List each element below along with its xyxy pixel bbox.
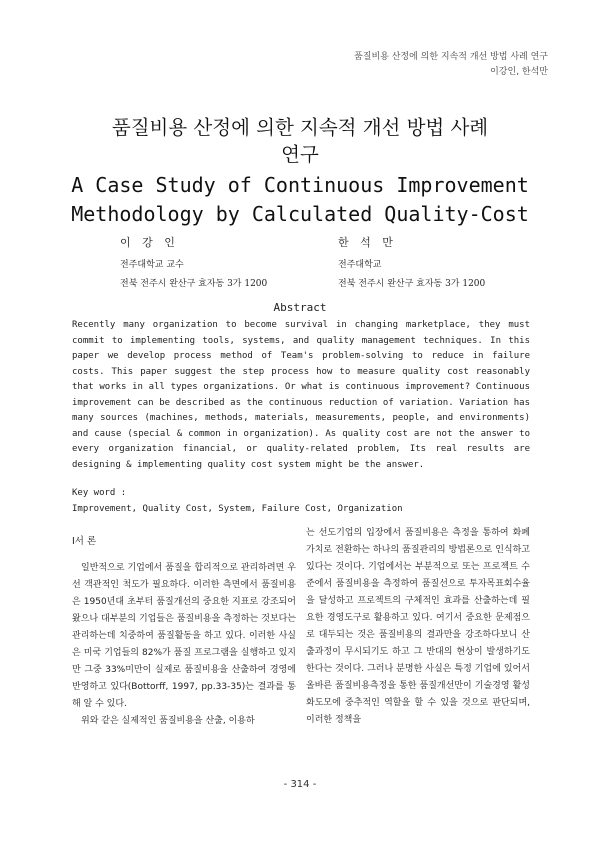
abstract-body: Recently many organization to become survival in changing marketplace, they must commit to implementing tools, systems, and quality management techniques. In this paper we develop process method of Team's problem-solving to reduce in failure costs. This paper suggest the step process how to measure quality cost reasonably that works in all types organizations. Or what is continuous improvement? Continuous improvement can be described as the continuous reduction of variation. Variation has many sources (machines, methods, materials, measurements, people, and environments) and cause (special & common in organization). As quality cost are not the answer to every organization financial, or quality-related problem, Its real results are designing & implementing quality cost system might be the answer.	[72, 320, 530, 470]
section-title: Ⅰ서 론	[72, 536, 97, 547]
english-title-line2: Methodology by Calculated Quality-Cost	[71, 202, 529, 226]
keywords-label: Key word :	[72, 488, 127, 498]
author-block-1	[120, 233, 267, 294]
paragraph: 위와 같은 실제적인 품질비용을 산출, 이용하	[81, 716, 255, 726]
keywords-list: Improvement, Quality Cost, System, Failure Cost, Organization	[72, 504, 403, 514]
abstract-heading: Abstract	[273, 301, 327, 314]
author-name: 한 석 만	[338, 236, 397, 249]
running-header-title: 품질비용 산정에 의한 지속적 개선 방법 사례 연구	[354, 52, 548, 62]
author-block-2	[338, 233, 485, 294]
author-address: 전북 전주시 완산구 효자동 3가 1200	[120, 279, 268, 289]
author-address: 전북 전주시 완산구 효자동 3가 1200	[338, 279, 486, 289]
paragraph: 는 선도기업의 입장에서 품질비용은 측정을 통하여 화폐가치로 전환하는 하나의 품질관리의 방법론으로 인식하고 있다는 것이다. 기업에서는 부분적으로 또는 프로젝트 수준에서 품질비용을 측정하여 품질선으로 투자목표회수율을 달성하고 프로젝트의 구체적인 효과를 산출하는데 필요한 경영도구로 활용하고 있다. 여기서 중요한 문제점으로 대두되는 것은 품질비용의 결과만을 강조하다보니 산출과정이 무시되기도 하고 그 반대의 현상이 발생하기도 한다는 것이다. 그러나 분명한 사실은 특정 기업에 있어서 올바른 품질비용측정을 통한 품질개선만이 기술경영 활성화도모에 중추적인 역할을 할 수 있을 것으로 판단되며, 이러한 정책을	[306, 528, 530, 725]
english-title-line1: A Case Study of Continuous Improvement	[71, 173, 529, 197]
keywords	[72, 485, 403, 517]
korean-title-line1: 품질비용 산정에 의한 지속적 개선 방법 사례	[111, 116, 489, 139]
left-column	[72, 560, 296, 730]
author-name: 이 강 인	[120, 236, 179, 249]
page-number: - 314 -	[283, 779, 317, 790]
running-header-authors: 이강인, 한석만	[490, 67, 548, 77]
running-header	[354, 50, 548, 80]
right-column	[306, 525, 530, 729]
english-title	[0, 171, 600, 229]
author-affiliation: 전주대학교	[338, 260, 382, 270]
paragraph: 일반적으로 기업에서 품질을 합리적으로 관리하려면 우선 객관적인 척도가 필요하다. 이러한 측면에서 품질비용은 1950년대 초부터 품질개선의 중요한 지표로 강조되어 왔으나 대부분의 기업들은 품질비용을 측정하는 것보다는 관리하는데 치중하여 품질활동을 하고 있다. 이러한 사실은 미국 기업들의 82%가 품질 프로그램을 실행하고 있지만 그중 33%미만이 실제로 품질비용을 산출하여 경영에 반영하고 있다(Bottorff, 1997, pp.33-35)는 결과를 통해 알 수 있다.	[72, 563, 296, 709]
korean-title-line2: 연구	[281, 143, 319, 166]
korean-title	[0, 114, 600, 168]
author-affiliation: 전주대학교 교수	[120, 260, 184, 270]
